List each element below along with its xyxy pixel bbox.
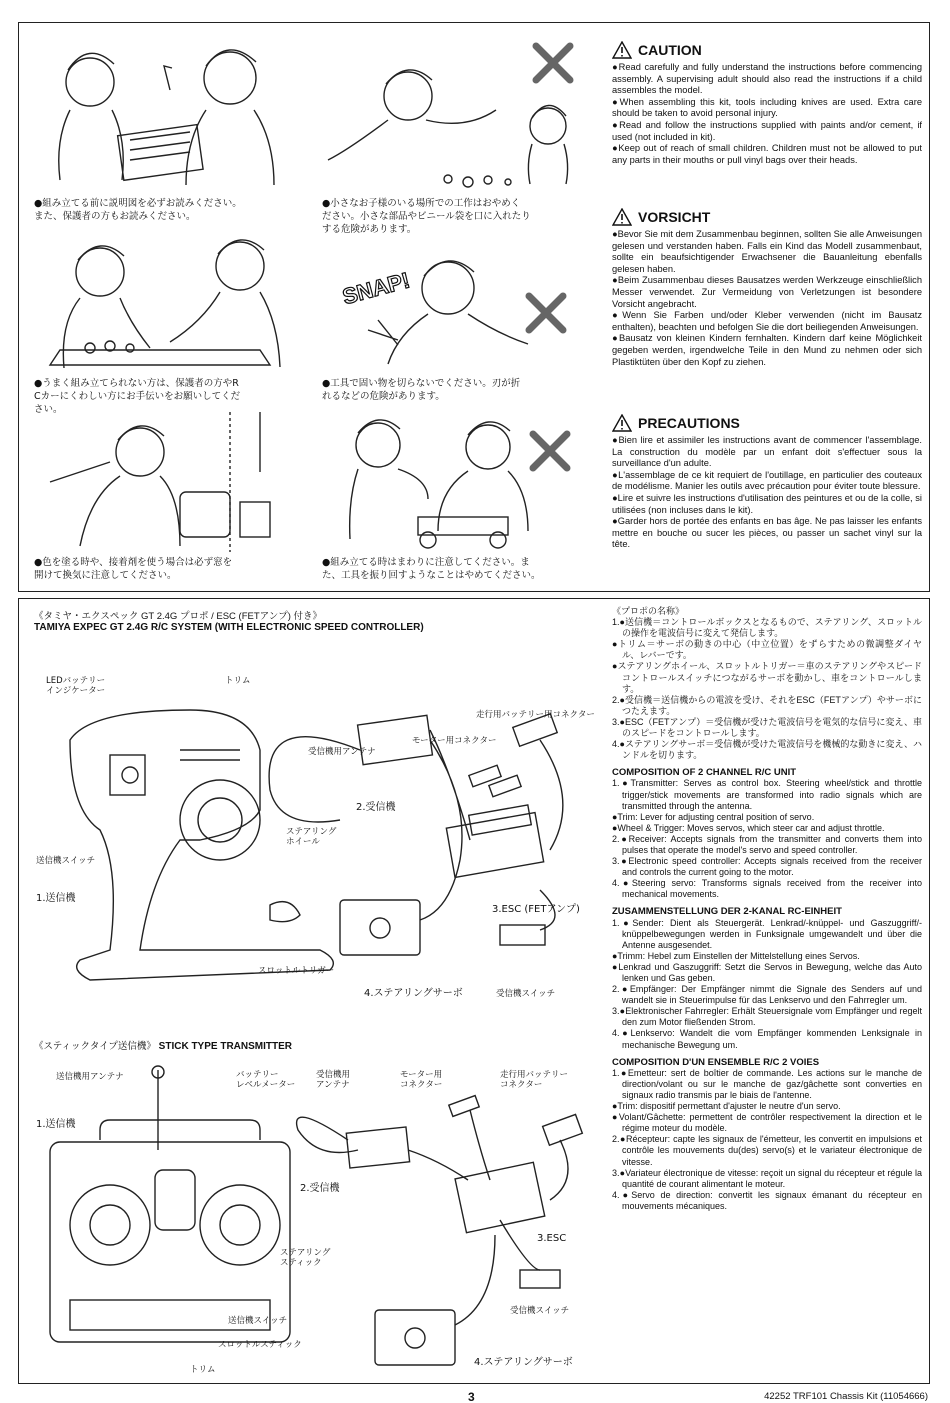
caution-item: ●When assembling this kit, tools including knives are used. Extra care should be taken to avoid personal injury.: [612, 96, 922, 119]
vorsicht-item: ●Bausatz von kleinen Kindern fernhalten. Kindern darf keine Möglichkeit gegeben werden, irgendwelche Teile in den Mund zu nehmen oder sich Plastiktüten über den Kopf zu ziehen.: [612, 333, 922, 367]
label-battery-connector-2: 走行用バッテリー コネクター: [500, 1070, 569, 1090]
label-tx-switch-2: 送信機スイッチ: [228, 1316, 288, 1326]
label-receiver: 2.受信機: [356, 802, 396, 813]
jp-components-title: 《プロポの名称》: [612, 606, 685, 616]
caution-de-block: [612, 207, 922, 368]
section2-title: [34, 1038, 292, 1052]
en-component-item: 4.●Steering servo: Transforms signals received from the receiver into mechanical movements.: [612, 878, 922, 900]
illustration-reading-manual: [30, 30, 300, 195]
warning-icon: [612, 414, 632, 432]
fr-component-item: 4.●Servo de direction: convertit les signaux émanant du récepteur en mouvements mécaniques.: [612, 1189, 922, 1211]
jp-caption-6: ●組み立てる時はまわりに注意してください。ま た、工具を振り回すようなことはやめてください。: [322, 557, 541, 581]
label-esc-2: 3.ESC: [537, 1233, 567, 1244]
label-battery-meter: バッテリー レベルメーター: [236, 1070, 296, 1090]
jp-component-item: ●トリム＝サーボの動きの中心（中立位置）をずらすための微調整ダイヤル、レバーです。: [612, 639, 922, 661]
illustration-painting: [30, 412, 300, 557]
label-steering-wheel: ステアリング ホイール: [286, 827, 337, 847]
label-throttle-trigger: スロットルトリガー: [258, 966, 335, 976]
section2-title-jp: 《スティックタイプ送信機》: [34, 1041, 156, 1052]
jp-component-item: 4.●ステアリングサーボ＝受信機が受けた電波信号を機械的な動きに変え、ハンドルを切ります。: [612, 739, 922, 761]
component-descriptions: [612, 606, 922, 1212]
label-motor-connector: モーター用コネクター: [412, 736, 497, 746]
caution-item: ●Read carefully and fully understand the instructions before commencing assembly. A supervising adult should also read the instructions if a child assembles the model.: [612, 62, 922, 96]
caution-en-block: [612, 40, 922, 166]
fr-components-title: COMPOSITION D'UN ENSEMBLE R/C 2 VOIES: [612, 1056, 820, 1068]
fr-component-item: 3.●Variateur électronique de vitesse: reçoit un signal du récepteur et régule la quantité de courant alimentant le moteur.: [612, 1167, 922, 1189]
en-component-item: 1.●Transmitter: Serves as control box. Steering wheel/stick and throttle trigger/stick movements are transformed into radio signals which are transmitted through the antenna.: [612, 778, 922, 811]
warning-icon: [612, 208, 632, 226]
jp-component-item: 3.●ESC（FETアンプ）＝受信機が受けた電波信号を電気的な信号に変え、車のスピードをコントロールします。: [612, 716, 922, 739]
jp-caption-3: ●うまく組み立てられない方は、保護者の方やR Cカーにくわしい方にお手伝いをお願いしてくだ さい。: [34, 378, 241, 415]
caution-item: ●Read and follow the instructions supplied with paints and/or cement, if used (not included in kit).: [612, 119, 922, 142]
label-steering-stick: ステアリング スティック: [280, 1248, 331, 1268]
label-trim-2: トリム: [190, 1365, 216, 1375]
vorsicht-title: VORSICHT: [638, 209, 711, 225]
jp-component-item: 2.●受信機＝送信機からの電波を受け、それをESC（FETアンプ）やサーボにつたえます。: [612, 694, 922, 716]
vorsicht-item: ●Bevor Sie mit dem Zusammenbau beginnen, sollten Sie alle Anweisungen gelesen und verstanden haben. Falls ein Kind das Modell zusammenbaut, sollte ein beaufsichtigender Erwachsener die Bauanleitung ebenfalls gelesen haben.: [612, 229, 923, 274]
label-battery-connector: 走行用バッテリー用コネクター: [476, 710, 595, 720]
de-component-item: ●Lenkrad und Gaszuggriff: Setzt die Servos in Bewegung, welche das Auto lenken und Gas geben.: [612, 961, 922, 983]
en-component-item: ●Wheel & Trigger: Moves servos, which steer car and adjust throttle.: [612, 822, 885, 833]
precautions-item: ●Lire et suivre les instructions d'utilisation des peintures et ou de la colle, si utilisées (non incluses dans le kit).: [612, 492, 922, 515]
vorsicht-item: ●Wenn Sie Farben und/oder Kleber verwenden (nicht im Bausatz enthalten), beachten und befolgen Sie die dort beiliegenden Anweisungen.: [612, 310, 922, 332]
en-component-item: ●Trim: Lever for adjusting central position of servo.: [612, 811, 815, 822]
en-component-item: 2.●Receiver: Accepts signals from the transmitter and converts them into pulses that operate the model's servo and speed controller.: [612, 833, 922, 855]
label-transmitter: 1.送信機: [36, 893, 76, 904]
de-component-item: 2.●Empfänger: Der Empfänger nimmt die Signale des Senders auf und wandelt sie in Steuerimpulse für das Lenkservo und den Fahrregler um.: [612, 984, 922, 1006]
jp-caption-2: ●小さなお子様のいる場所での工作はおやめく ださい。小さな部品やビニール袋を口に入れたり する危険があります。: [322, 198, 531, 235]
caution-item: ●Keep out of reach of small children. Children must not be allowed to put any parts in their mouths or pull vinyl bags over their heads.: [612, 143, 922, 165]
label-transmitter-2: 1.送信機: [36, 1119, 76, 1130]
label-receiver-antenna: 受信機用アンテナ: [308, 747, 376, 757]
label-throttle-stick: スロットルスティック: [218, 1340, 302, 1350]
label-motor-connector-2: モーター用 コネクター: [400, 1070, 443, 1090]
x-mark-icon: [523, 290, 569, 336]
precautions-title: PRECAUTIONS: [638, 415, 740, 431]
fr-component-item: ●Volant/Gâchette: permettent de contrôler respectivement la direction et le régime moteur du modèle.: [612, 1112, 922, 1134]
fr-component-item: 2.●Récepteur: capte les signaux de l'émetteur, les convertit en impulsions et contrôle les mouvements du(des) servo(s) et le variateur électronique de vitesse.: [612, 1134, 922, 1167]
de-component-item: 4.●Lenkservo: Wandelt die vom Empfänger kommenden Lenksignale in mechanische Bewegung um.: [612, 1028, 922, 1050]
x-mark-icon: [527, 428, 573, 474]
label-trim: トリム: [225, 676, 251, 686]
precautions-item: ●Garder hors de portée des enfants en bas âge. Ne pas laisser les enfants mettre en bouche ou sucer les pièces, ou passer un sachet vinyl sur la tête.: [612, 516, 922, 550]
label-esc: 3.ESC (FETアンプ): [492, 904, 580, 915]
label-rx-switch-2: 受信機スイッチ: [510, 1306, 570, 1316]
label-tx-antenna: 送信機用アンテナ: [56, 1072, 124, 1082]
label-rx-antenna: 受信機用 アンテナ: [316, 1070, 351, 1090]
illustration-parent-helping: [30, 230, 300, 375]
page-number: 3: [468, 1390, 475, 1403]
jp-caption-1: ●組み立てる前に説明図を必ずお読みください。 また、保護者の方もお読みください。: [34, 198, 242, 222]
warning-icon: [612, 41, 632, 59]
label-tx-switch: 送信機スイッチ: [36, 856, 96, 866]
illustration-stick-transmitter-system: [30, 1060, 600, 1380]
precautions-item: ●L'assemblage de ce kit requiert de l'outillage, en particulier des couteaux de modélisme. Manier les outils avec précaution pour éviter toute blessure.: [612, 469, 922, 492]
label-led-indicator: LEDバッテリー インジケーター: [46, 676, 106, 696]
x-mark-icon: [530, 40, 576, 86]
en-components-title: COMPOSITION OF 2 CHANNEL R/C UNIT: [612, 767, 797, 779]
label-steering-servo: 4.ステアリングサーボ: [364, 988, 463, 999]
label-steering-servo-2: 4.ステアリングサーボ: [474, 1357, 573, 1368]
jp-caption-4: ●工具で固い物を切らないでください。刃が折 れるなどの危険があります。: [322, 378, 521, 402]
fr-component-item: 1.●Emetteur: sert de boîtier de commande. Les actions sur le manche de direction/volant ou sur le manche de gaz/gâchette sont converties en signaux radio transmis par le biais de l'antenne.: [612, 1067, 922, 1100]
caution-title: CAUTION: [638, 42, 702, 58]
de-components-title: ZUSAMMENSTELLUNG DER 2-KANAL RC-EINHEIT: [612, 906, 842, 918]
precautions-item: ●Bien lire et assimiler les instructions avant de commencer l'assemblage. La construction du modèle par un enfant doit s'effectuer sous la surveillance d'un adulte.: [612, 435, 922, 469]
de-component-item: 1.●Sender: Dient als Steuergerät. Lenkrad/-knüppel- und Gaszuggriff/- knüppelbewegungen werden in Funksignale umgewandelt und über die Antenne ausgesendet.: [612, 917, 922, 950]
de-component-item: ●Trimm: Hebel zum Einstellen der Mittelstellung eines Servos.: [612, 950, 860, 961]
en-component-item: 3.●Electronic speed controller: Accepts signals received from the receiver and controls the current going to the motor.: [612, 856, 922, 878]
snap-text: SNAP!: [339, 267, 413, 310]
jp-caption-5: ●色を塗る時や、接着剤を使う場合は必ず窓を 開けて換気に注意してください。: [34, 557, 233, 581]
de-component-item: 3.●Elektronischer Fahrregler: Erhält Steuersignale vom Empfänger und regelt den zum Motor fließenden Strom.: [612, 1006, 922, 1028]
fr-component-item: ●Trim: dispositif permettant d'ajuster le neutre d'un servo.: [612, 1101, 841, 1112]
label-rx-switch: 受信機スイッチ: [496, 989, 556, 999]
section2-title-en: STICK TYPE TRANSMITTER: [158, 1041, 293, 1052]
vorsicht-item: ●Beim Zusammenbau dieses Bausatzes werden Werkzeuge einschließlich Messer verwendet. Zur Vermeidung von Verletzungen ist besondere Vorsicht angebracht.: [612, 275, 922, 309]
section1-title-en: TAMIYA EXPEC GT 2.4G R/C SYSTEM (WITH ELECTRONIC SPEED CONTROLLER): [34, 622, 424, 633]
section1-title-jp: 《タミヤ・エクスペック GT 2.4G プロポ / ESC (FETアンプ) 付き》: [34, 611, 323, 622]
jp-component-item: 1.●送信機＝コントロールボックスとなるもので、ステアリング、スロットルの操作を電波信号に変えて発信します。: [612, 617, 922, 639]
label-receiver-2: 2.受信機: [300, 1183, 340, 1194]
kit-info: 42252 TRF101 Chassis Kit (11054666): [764, 1391, 928, 1402]
jp-component-item: ●ステアリングホイール、スロットルトリガー＝車のステアリングやスピードコントロールスイッチにつながるサーボを動かし、車をコントロールします。: [612, 661, 922, 694]
caution-fr-block: [612, 413, 922, 551]
